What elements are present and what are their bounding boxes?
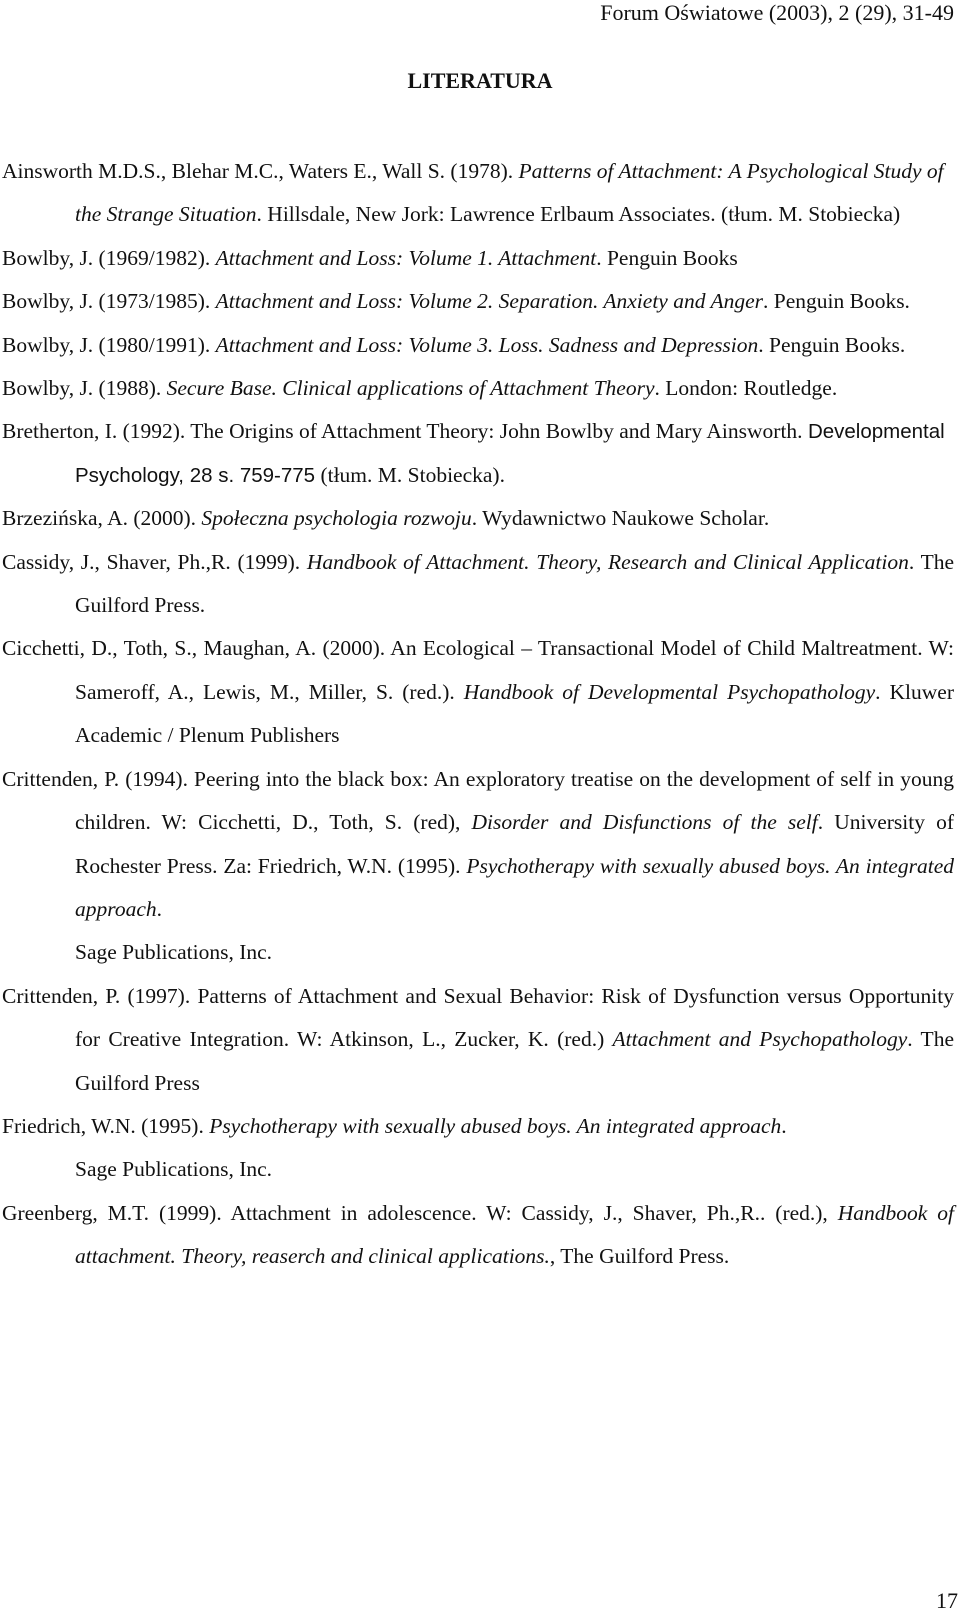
ref-journal: Developmental Psychology, 28 s. 759-775 (75, 420, 945, 487)
ref-text: Bowlby, J. (1969/1982). (2, 245, 216, 270)
reference-item (2, 541, 954, 628)
ref-title: Patterns of Attachment: A Psychological Study of the Strange Situation (75, 159, 944, 227)
ref-text: . The Guilford Press. (75, 549, 954, 618)
ref-title: Attachment and Loss: Volume 2. Separation. Anxiety and Anger (215, 289, 763, 314)
reference-item (2, 324, 954, 367)
ref-text: Bowlby, J. (1980/1991). (2, 332, 216, 357)
ref-text: Crittenden, P. (1994). Peering into the black box: An exploratory treatise on the development of self in young children. W: Cicchetti, D., Toth, S. (red), (2, 766, 954, 835)
ref-text: (tłum. M. Stobiecka). (315, 462, 505, 487)
reference-item (2, 1105, 954, 1192)
ref-title: Społeczna psychologia rozwoju (201, 506, 472, 531)
reference-item (2, 237, 954, 280)
ref-text: . Kluwer Academic / Plenum Publishers (75, 679, 954, 748)
reference-list (2, 150, 954, 1279)
journal-citation-header: Forum Oświatowe (2003), 2 (29), 31-49 (600, 0, 954, 25)
ref-text: . (781, 1113, 787, 1138)
reference-item (2, 410, 954, 497)
ref-title: Disorder and Disfunctions of the self (471, 810, 818, 835)
section-title: LITERATURA (407, 68, 553, 93)
ref-title: Handbook of Developmental Psychopathology (463, 679, 876, 704)
ref-text: Bretherton, I. (1992). The Origins of Attachment Theory: John Bowlby and Mary Ainsworth. (2, 419, 808, 444)
reference-item (2, 497, 954, 540)
ref-text: . Penguin Books. (758, 332, 906, 357)
ref-text: . Penguin Books. (763, 289, 910, 314)
ref-title: Handbook of Attachment. Theory, Research and Clinical Application (306, 549, 909, 574)
ref-text: . Penguin Books (596, 245, 738, 270)
ref-title: Psychotherapy with sexually abused boys. An integrated approach (75, 853, 954, 921)
ref-text: . University of Rochester Press. Za: Friedrich, W.N. (1995). (75, 810, 954, 878)
ref-title: Handbook of attachment. Theory, reaserch and clinical applications. (75, 1200, 955, 1269)
reference-item (2, 280, 954, 323)
ref-text: . Wydawnictwo Naukowe Scholar. (471, 506, 770, 531)
ref-title: Secure Base. Clinical applications of Attachment Theory (166, 376, 655, 401)
page-number: 17 (936, 1588, 958, 1613)
ref-text: . The Guilford Press (75, 1027, 954, 1095)
ref-text: . (156, 896, 162, 921)
reference-item (2, 758, 954, 975)
ref-text: Cicchetti, D., Toth, S., Maughan, A. (2000). An Ecological – Transactional Model of Child Maltreatment. W: Sameroff, A., Lewis, M., Miller, S. (red.). (2, 636, 954, 704)
reference-item (2, 367, 954, 410)
ref-publisher: Sage Publications, Inc. (75, 1157, 273, 1182)
ref-title: Attachment and Loss: Volume 3. Loss. Sadness and Depression (215, 332, 759, 357)
reference-item (2, 150, 954, 237)
reference-item (2, 1192, 954, 1279)
ref-text: Brzezińska, A. (2000). (2, 506, 202, 531)
ref-title: Attachment and Loss: Volume 1. Attachment (215, 245, 597, 270)
ref-text: , The Guilford Press. (549, 1244, 730, 1269)
ref-text: Friedrich, W.N. (1995). (2, 1113, 210, 1138)
ref-text: Ainsworth M.D.S., Blehar M.C., Waters E., Wall S. (1978). (2, 159, 519, 183)
ref-text: Cassidy, J., Shaver, Ph.,R. (1999). (2, 549, 307, 574)
ref-text: Bowlby, J. (1973/1985). (2, 289, 216, 314)
ref-title: Psychotherapy with sexually abused boys. An integrated approach (209, 1113, 782, 1138)
ref-text: Crittenden, P. (1997). Patterns of Attachment and Sexual Behavior: Risk of Dysfunction versus Opportunity for Creative Integration. W: Atkinson, L., Zucker, K. (red.) (2, 983, 954, 1052)
ref-title: Attachment and Psychopathology (612, 1027, 908, 1052)
reference-item (2, 975, 954, 1105)
ref-text: Bowlby, J. (1988). (2, 376, 167, 401)
ref-publisher: Sage Publications, Inc. (75, 940, 273, 965)
ref-text: . Hillsdale, New Jork: Lawrence Erlbaum Associates. (tłum. M. Stobiecka) (256, 202, 901, 227)
ref-text: Greenberg, M.T. (1999). Attachment in adolescence. W: Cassidy, J., Shaver, Ph.,R.. (red.), (2, 1200, 838, 1225)
ref-text: . London: Routledge. (654, 376, 838, 401)
reference-item (2, 627, 954, 757)
